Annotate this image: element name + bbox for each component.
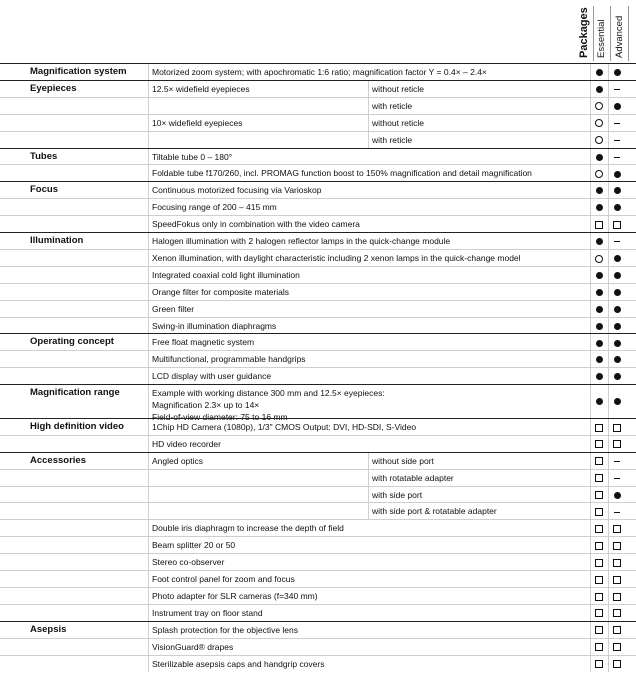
advanced-mark (608, 453, 626, 470)
advanced-mark (608, 334, 626, 351)
open-square-icon (595, 542, 603, 550)
advanced-mark (608, 503, 626, 520)
category-label: Asepsis (30, 623, 67, 635)
filled-dot-icon (596, 204, 603, 211)
filled-dot-icon (596, 306, 603, 313)
table-row (0, 80, 636, 98)
essential-mark (590, 81, 608, 98)
category-label: Magnification system (30, 66, 127, 77)
feature-label: 10× widefield eyepieces (152, 117, 243, 128)
category-label: Accessories (30, 454, 86, 466)
filled-dot-icon (614, 373, 621, 380)
column-divider (368, 115, 369, 132)
filled-dot-icon (596, 289, 603, 296)
table-row (0, 469, 636, 487)
advanced-mark (608, 639, 626, 656)
category-label: Illumination (30, 235, 84, 246)
table-row (0, 300, 636, 318)
advanced-mark (608, 216, 626, 233)
filled-dot-icon (596, 323, 603, 330)
essential-mark (590, 267, 608, 284)
filled-dot-icon (596, 86, 603, 93)
open-square-icon (613, 593, 621, 601)
feature-label: Swing-in illumination diaphragms (152, 320, 277, 331)
filled-dot-icon (596, 69, 603, 76)
essential-mark (590, 165, 608, 182)
header-divider (628, 6, 629, 61)
feature-label: Orange filter for composite materials (152, 286, 289, 297)
column-divider (148, 216, 149, 233)
essential-mark (590, 216, 608, 233)
option-label: with side port (372, 489, 423, 500)
column-divider (148, 588, 149, 605)
column-divider (148, 351, 149, 368)
column-divider (148, 385, 149, 419)
advanced-mark (608, 199, 626, 216)
column-divider (148, 368, 149, 385)
open-square-icon (613, 643, 621, 651)
open-square-icon (595, 593, 603, 601)
dash-icon (614, 157, 620, 158)
header-divider (593, 6, 594, 61)
essential-mark (590, 199, 608, 216)
feature-label: Double iris diaphragm to increase the depth of field (152, 523, 344, 534)
open-square-icon (613, 660, 621, 668)
advanced-mark (608, 487, 626, 504)
feature-label: Sterilizable asepsis caps and handgrip covers (152, 658, 325, 669)
essential-mark (590, 98, 608, 115)
dash-icon (614, 140, 620, 141)
dash-icon (614, 241, 620, 242)
essential-mark (590, 64, 608, 81)
table-row (0, 317, 636, 335)
filled-dot-icon (614, 289, 621, 296)
advanced-mark (608, 98, 626, 115)
essential-mark (590, 233, 608, 250)
essential-mark (590, 554, 608, 571)
feature-label: LCD display with user guidance (152, 371, 272, 382)
column-divider (148, 64, 149, 81)
option-label: without side port (372, 455, 434, 466)
table-row (0, 63, 636, 81)
advanced-mark (608, 554, 626, 571)
advanced-mark (608, 233, 626, 250)
advanced-mark (608, 284, 626, 301)
filled-dot-icon (614, 69, 621, 76)
essential-mark (590, 503, 608, 520)
essential-mark (590, 537, 608, 554)
category-label: Magnification range (30, 387, 120, 399)
open-square-icon (595, 491, 603, 499)
open-square-icon (613, 559, 621, 567)
open-square-icon (613, 626, 621, 634)
feature-label: 1Chip HD Camera (1080p), 1/3" CMOS Output: DVI, HD-SDI, S-Video (152, 421, 417, 432)
open-square-icon (613, 525, 621, 533)
table-row (0, 638, 636, 656)
column-divider (148, 470, 149, 487)
category-label: Eyepieces (30, 82, 77, 94)
advanced-mark (608, 622, 626, 639)
category-label: Tubes (30, 150, 58, 162)
feature-label: Motorized zoom system; with apochromatic 1:6 ratio; magnification factor Y = 0.4× – 2.4× (152, 67, 487, 77)
advanced-mark (608, 165, 626, 182)
open-square-icon (595, 576, 603, 584)
essential-mark (590, 588, 608, 605)
essential-mark (590, 622, 608, 639)
column-divider (148, 334, 149, 351)
table-row (0, 333, 636, 351)
filled-dot-icon (614, 398, 621, 405)
column-divider (368, 81, 369, 98)
essential-mark (590, 520, 608, 537)
open-square-icon (613, 542, 621, 550)
feature-label: Xenon illumination, with daylight characteristic including 2 xenon lamps in the quick-change model (152, 252, 521, 263)
column-divider (148, 554, 149, 571)
filled-dot-icon (614, 272, 621, 279)
advanced-mark (608, 351, 626, 368)
essential-mark (590, 605, 608, 622)
filled-dot-icon (614, 340, 621, 347)
table-row (0, 587, 636, 605)
column-divider (148, 656, 149, 673)
table-row (0, 621, 636, 639)
open-square-icon (595, 626, 603, 634)
filled-dot-icon (596, 398, 603, 405)
feature-label: Beam splitter 20 or 50 (152, 540, 236, 551)
open-square-icon (613, 221, 621, 229)
advanced-mark (608, 64, 626, 81)
column-divider (368, 453, 369, 470)
essential-mark (590, 284, 608, 301)
column-divider (368, 487, 369, 504)
advanced-mark (608, 588, 626, 605)
essential-mark (590, 639, 608, 656)
advanced-mark (608, 470, 626, 487)
filled-dot-icon (614, 204, 621, 211)
table-row (0, 536, 636, 554)
option-label: without reticle (372, 83, 424, 94)
column-divider (368, 132, 369, 149)
essential-mark (590, 250, 608, 267)
essential-mark (590, 453, 608, 470)
column-divider (148, 537, 149, 554)
essential-mark (590, 318, 608, 335)
column-divider (148, 487, 149, 504)
advanced-mark (608, 267, 626, 284)
open-square-icon (613, 424, 621, 432)
feature-label: Focusing range of 200 – 415 mm (152, 202, 277, 213)
column-divider (148, 182, 149, 199)
essential-mark (590, 368, 608, 385)
feature-label: Green filter (152, 303, 195, 314)
table-row (0, 452, 636, 470)
essential-mark (590, 132, 608, 149)
column-divider (148, 149, 149, 166)
table-row (0, 164, 636, 182)
table-row (0, 655, 636, 673)
category-label: High definition video (30, 420, 124, 432)
dash-icon (614, 478, 620, 479)
column-divider (148, 419, 149, 436)
feature-line: Magnification 2.3× up to 14× (152, 400, 260, 411)
filled-dot-icon (596, 340, 603, 347)
open-square-icon (613, 440, 621, 448)
advanced-mark (608, 436, 626, 453)
category-label: Operating concept (30, 336, 114, 348)
table-row (0, 553, 636, 571)
column-divider (148, 165, 149, 182)
open-square-icon (595, 643, 603, 651)
column-divider (368, 98, 369, 115)
table-row (0, 249, 636, 267)
feature-label: Instrument tray on floor stand (152, 607, 263, 618)
table-row (0, 350, 636, 368)
essential-header: Essential (596, 19, 607, 58)
advanced-mark (608, 537, 626, 554)
advanced-mark (608, 385, 626, 419)
option-label: with side port & rotatable adapter (372, 506, 497, 517)
advanced-mark (608, 520, 626, 537)
column-divider (148, 503, 149, 520)
advanced-mark (608, 571, 626, 588)
column-divider (148, 233, 149, 250)
open-circle-icon (595, 102, 603, 110)
table-row (0, 570, 636, 588)
feature-label: Photo adapter for SLR cameras (f=340 mm) (152, 590, 318, 601)
feature-label: Angled optics (152, 455, 204, 466)
column-divider (148, 622, 149, 639)
table-row (0, 519, 636, 537)
column-divider (148, 301, 149, 318)
advanced-mark (608, 605, 626, 622)
advanced-mark (608, 318, 626, 335)
open-circle-icon (595, 255, 603, 263)
feature-label: 12.5× widefield eyepieces (152, 83, 250, 94)
open-square-icon (613, 609, 621, 617)
column-divider (148, 284, 149, 301)
column-divider (148, 436, 149, 453)
filled-dot-icon (614, 492, 621, 499)
feature-label: Tiltable tube 0 – 180° (152, 151, 233, 162)
column-divider (148, 250, 149, 267)
column-divider (148, 318, 149, 335)
table-row (0, 266, 636, 284)
feature-label: HD video recorder (152, 438, 221, 449)
feature-label: Multifunctional, programmable handgrips (152, 354, 306, 365)
table-row (0, 97, 636, 115)
advanced-header: Advanced (614, 15, 625, 58)
column-divider (368, 470, 369, 487)
column-divider (148, 132, 149, 149)
table-row (0, 367, 636, 385)
advanced-mark (608, 656, 626, 673)
open-square-icon (595, 559, 603, 567)
essential-mark (590, 301, 608, 318)
dash-icon (614, 89, 620, 90)
feature-label: Free float magnetic system (152, 337, 255, 348)
open-square-icon (595, 525, 603, 533)
table-row (0, 384, 636, 423)
table-row (0, 198, 636, 216)
table-row (0, 418, 636, 436)
advanced-mark (608, 115, 626, 132)
column-divider (148, 199, 149, 216)
advanced-mark (608, 301, 626, 318)
filled-dot-icon (614, 171, 621, 178)
filled-dot-icon (596, 238, 603, 245)
table-row (0, 181, 636, 199)
column-divider (368, 503, 369, 520)
open-square-icon (595, 474, 603, 482)
filled-dot-icon (614, 255, 621, 262)
column-divider (148, 81, 149, 98)
advanced-mark (608, 132, 626, 149)
open-square-icon (595, 424, 603, 432)
feature-label: Splash protection for the objective lens (152, 624, 299, 635)
table-row (0, 435, 636, 453)
feature-label: Integrated coaxial cold light illumination (152, 269, 300, 280)
advanced-mark (608, 368, 626, 385)
open-square-icon (595, 508, 603, 516)
open-square-icon (613, 576, 621, 584)
filled-dot-icon (614, 356, 621, 363)
feature-label: Stereo co-observer (152, 557, 225, 568)
filled-dot-icon (614, 306, 621, 313)
table-row (0, 604, 636, 622)
column-divider (148, 605, 149, 622)
open-square-icon (595, 221, 603, 229)
column-divider (148, 98, 149, 115)
column-divider (148, 571, 149, 588)
option-label: with reticle (372, 100, 413, 111)
open-circle-icon (595, 136, 603, 144)
table-row (0, 486, 636, 504)
essential-mark (590, 571, 608, 588)
dash-icon (614, 123, 620, 124)
filled-dot-icon (596, 187, 603, 194)
advanced-mark (608, 149, 626, 166)
essential-mark (590, 436, 608, 453)
essential-mark (590, 351, 608, 368)
option-label: without reticle (372, 117, 424, 128)
category-label: Focus (30, 184, 58, 196)
advanced-mark (608, 182, 626, 199)
table-row (0, 131, 636, 149)
table-row (0, 232, 636, 250)
essential-mark (590, 182, 608, 199)
table-row (0, 283, 636, 301)
open-circle-icon (595, 119, 603, 127)
feature-label: Halogen illumination with 2 halogen reflector lamps in the quick-change module (152, 236, 451, 246)
essential-mark (590, 656, 608, 673)
column-divider (148, 453, 149, 470)
feature-label: Foldable tube f170/260, incl. PROMAG function boost to 150% magnification and detail magnification (152, 168, 532, 179)
advanced-mark (608, 81, 626, 98)
feature-label: VisionGuard® drapes (152, 641, 234, 652)
filled-dot-icon (596, 154, 603, 161)
table-row (0, 148, 636, 166)
advanced-mark (608, 250, 626, 267)
essential-mark (590, 419, 608, 436)
table-row (0, 215, 636, 233)
header-divider (610, 6, 611, 61)
filled-dot-icon (614, 323, 621, 330)
essential-mark (590, 115, 608, 132)
open-square-icon (595, 457, 603, 465)
column-divider (148, 267, 149, 284)
option-label: with reticle (372, 134, 413, 145)
essential-mark (590, 487, 608, 504)
feature-label: Foot control panel for zoom and focus (152, 574, 295, 584)
essential-mark (590, 149, 608, 166)
column-divider (148, 115, 149, 132)
essential-mark (590, 470, 608, 487)
feature-label: SpeedFokus only in combination with the video camera (152, 219, 360, 230)
open-square-icon (595, 660, 603, 668)
filled-dot-icon (596, 373, 603, 380)
feature-line: Example with working distance 300 mm and 12.5× eyepieces: (152, 388, 385, 399)
packages-header: Packages (578, 7, 590, 58)
option-label: with rotatable adapter (372, 472, 454, 483)
advanced-mark (608, 419, 626, 436)
column-divider (148, 520, 149, 537)
table-row (0, 114, 636, 132)
open-square-icon (595, 609, 603, 617)
feature-line: Field-of-view diameter: 75 to 16 mm (152, 412, 288, 423)
table-row (0, 502, 636, 520)
open-circle-icon (595, 170, 603, 178)
filled-dot-icon (596, 272, 603, 279)
filled-dot-icon (596, 356, 603, 363)
filled-dot-icon (614, 187, 621, 194)
essential-mark (590, 385, 608, 419)
dash-icon (614, 461, 620, 462)
dash-icon (614, 512, 620, 513)
essential-mark (590, 334, 608, 351)
column-divider (148, 639, 149, 656)
feature-label: Continuous motorized focusing via Varioskop (152, 185, 322, 196)
open-square-icon (595, 440, 603, 448)
filled-dot-icon (614, 103, 621, 110)
